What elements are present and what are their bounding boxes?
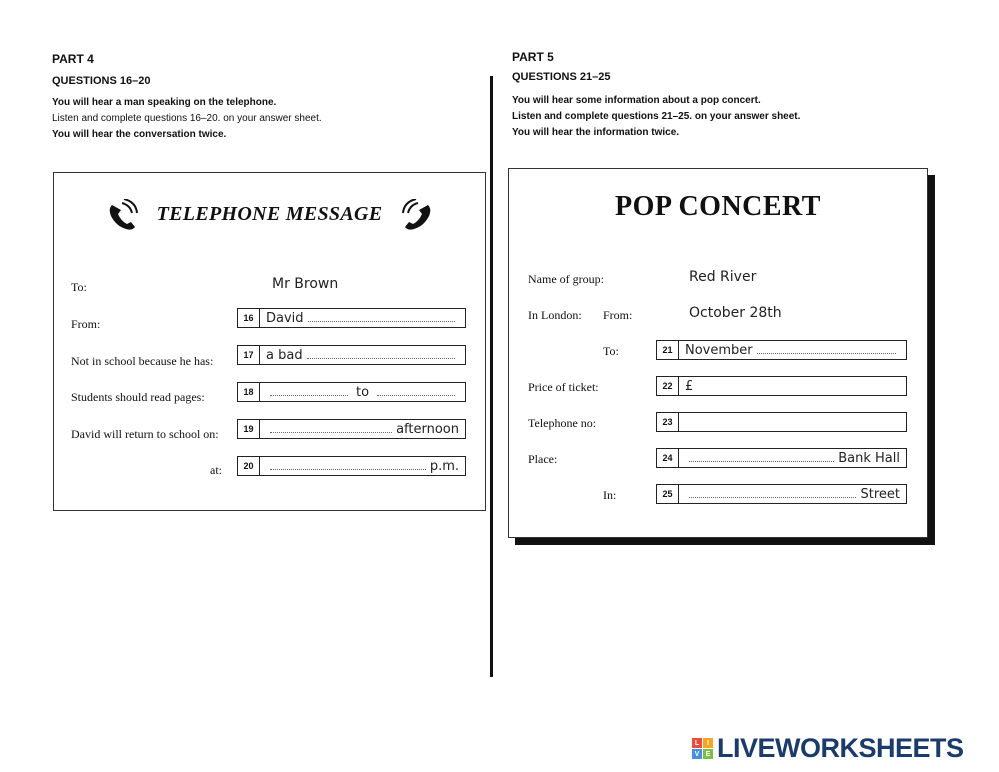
- question-number: 21: [657, 341, 679, 359]
- question-number: 25: [657, 485, 679, 503]
- answer-field-18[interactable]: [260, 383, 465, 401]
- answer-field-22[interactable]: [679, 377, 906, 395]
- question-number: 17: [238, 346, 260, 364]
- price-label: Price of ticket:: [528, 380, 599, 394]
- telephone-right-icon: [398, 199, 434, 233]
- answer-box-19: [237, 419, 466, 439]
- column-divider: [490, 76, 493, 677]
- answer-field-25[interactable]: [679, 485, 906, 503]
- dotted-line: [377, 395, 455, 396]
- telephone-message-title: TELEPHONE MESSAGE: [156, 203, 383, 225]
- instruction-line: Listen and complete questions 16–20. on your answer sheet.: [52, 113, 322, 124]
- questions-21-25-heading: QUESTIONS 21–25: [512, 71, 611, 83]
- to-label: To:: [71, 280, 87, 294]
- question-number: 16: [238, 309, 260, 327]
- to-value: Mr Brown: [272, 276, 339, 292]
- dotted-line: [757, 353, 896, 354]
- in-label: In:: [603, 488, 617, 502]
- logo-badge-letter: E: [703, 749, 713, 759]
- answer-prefix: David: [266, 310, 304, 326]
- from-value: October 28th: [689, 305, 782, 321]
- answer-box-22: [656, 376, 907, 396]
- instruction-line: Listen and complete questions 21–25. on your answer sheet.: [512, 111, 801, 122]
- instruction-line: You will hear a man speaking on the telephone.: [52, 97, 277, 108]
- answer-field-20[interactable]: [260, 457, 465, 475]
- answer-box-16: [237, 308, 466, 328]
- in-london-label: In London:: [528, 308, 582, 322]
- answer-field-17[interactable]: [260, 346, 465, 364]
- part-4-title: PART 4: [52, 52, 94, 66]
- part-5-instructions: [512, 93, 800, 141]
- answer-field-23[interactable]: [679, 413, 906, 431]
- pop-concert-card: [508, 168, 928, 538]
- answer-middle: to: [355, 384, 370, 400]
- answer-suffix: Bank Hall: [838, 450, 900, 466]
- dotted-line: [689, 461, 834, 462]
- question-number: 23: [657, 413, 679, 431]
- answer-suffix: Street: [860, 486, 900, 502]
- answer-box-20: [237, 456, 466, 476]
- from-label: From:: [603, 308, 633, 322]
- answer-field-21[interactable]: [679, 341, 906, 359]
- instruction-line: You will hear the information twice.: [512, 127, 680, 138]
- liveworksheets-logo[interactable]: [692, 733, 964, 764]
- answer-box-18: [237, 382, 466, 402]
- dotted-line: [270, 469, 426, 470]
- part-4-instructions: [52, 95, 322, 143]
- from-label: From:: [71, 317, 101, 331]
- answer-field-24[interactable]: [679, 449, 906, 467]
- answer-prefix: £: [685, 378, 694, 394]
- question-number: 19: [238, 420, 260, 438]
- to-label: To:: [603, 344, 619, 358]
- answer-box-17: [237, 345, 466, 365]
- answer-box-24: [656, 448, 907, 468]
- logo-badge-letter: L: [692, 738, 702, 748]
- dotted-line: [270, 432, 392, 433]
- logo-badge-icon: [692, 738, 713, 759]
- question-number: 18: [238, 383, 260, 401]
- dotted-line: [689, 497, 856, 498]
- question-number: 24: [657, 449, 679, 467]
- instruction-line: You will hear the conversation twice.: [52, 129, 227, 140]
- answer-prefix: a bad: [266, 347, 303, 363]
- dotted-line: [270, 395, 348, 396]
- dotted-line: [308, 321, 455, 322]
- answer-field-19[interactable]: [260, 420, 465, 438]
- group-value: Red River: [689, 269, 757, 285]
- answer-field-16[interactable]: [260, 309, 465, 327]
- return-label: David will return to school on:: [71, 427, 219, 441]
- time-label: at:: [210, 463, 222, 477]
- illness-label: Not in school because he has:: [71, 354, 214, 368]
- pop-concert-title: POP CONCERT: [615, 191, 821, 222]
- logo-badge-letter: I: [703, 738, 713, 748]
- question-number: 20: [238, 457, 260, 475]
- part-5-title: PART 5: [512, 50, 554, 64]
- telephone-message-card: [53, 172, 486, 511]
- question-number: 22: [657, 377, 679, 395]
- logo-badge-letter: V: [692, 749, 702, 759]
- instruction-line: You will hear some information about a pop concert.: [512, 95, 761, 106]
- answer-box-21: [656, 340, 907, 360]
- questions-16-20-heading: QUESTIONS 16–20: [52, 75, 151, 87]
- place-label: Place:: [528, 452, 558, 466]
- answer-suffix: p.m.: [429, 458, 459, 474]
- answer-prefix: November: [685, 342, 753, 358]
- telephone-label: Telephone no:: [528, 416, 597, 430]
- answer-box-25: [656, 484, 907, 504]
- pages-label: Students should read pages:: [71, 390, 205, 404]
- answer-suffix: afternoon: [396, 421, 459, 437]
- logo-text: LIVEWORKSHEETS: [717, 733, 964, 763]
- group-label: Name of group:: [528, 272, 604, 286]
- answer-box-23: [656, 412, 907, 432]
- dotted-line: [307, 358, 455, 359]
